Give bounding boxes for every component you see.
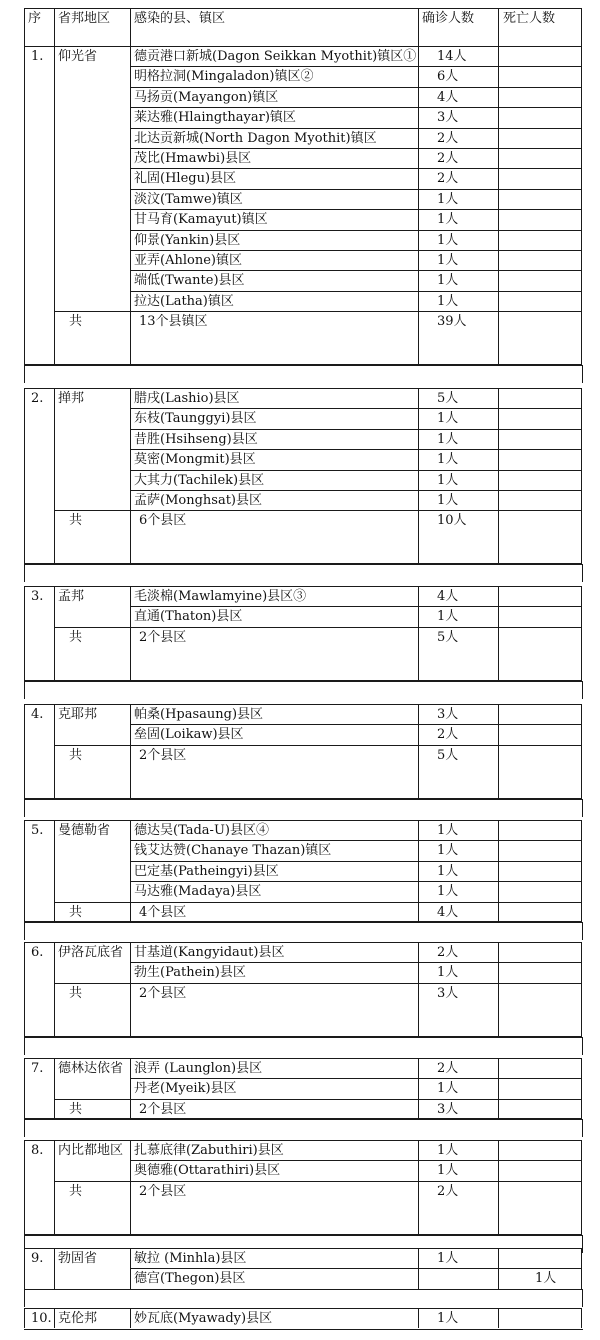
group-separator [24, 1037, 583, 1055]
district-cell: 甘马育(Kamayut)镇区 [130, 209, 418, 229]
index-cell [24, 1268, 54, 1288]
total-deaths-cell [498, 902, 582, 922]
index-cell [24, 230, 54, 250]
deaths-cell [498, 840, 582, 860]
confirmed-cell: 1人 [418, 230, 498, 250]
index-cell [24, 291, 54, 311]
district-cell: 扎慕底律(Zabuthiri)县区 [130, 1140, 418, 1160]
region-cell: 伊洛瓦底省 [54, 942, 130, 962]
total-row [0, 311, 600, 365]
index-cell: 6. [24, 942, 54, 962]
confirmed-cell [418, 1268, 498, 1288]
region-cell: 内比都地区 [54, 1140, 130, 1160]
table-row [0, 704, 600, 724]
table-row [0, 861, 600, 881]
deaths-cell [498, 408, 582, 428]
deaths-cell [498, 490, 582, 510]
deaths-cell [498, 1140, 582, 1160]
total-confirmed-cell: 3人 [418, 1099, 498, 1119]
table-row [0, 148, 600, 168]
total-deaths-cell [498, 627, 582, 681]
district-cell: 茂比(Hmawbi)县区 [130, 148, 418, 168]
district-cell: 腊戌(Lashio)县区 [130, 388, 418, 408]
deaths-cell [498, 1308, 582, 1328]
district-cell: 莫密(Mongmit)县区 [130, 449, 418, 469]
deaths-cell [498, 1160, 582, 1180]
deaths-cell [498, 1248, 582, 1268]
confirmed-cell: 2人 [418, 724, 498, 744]
table-row [0, 1248, 600, 1268]
confirmed-cell: 1人 [418, 840, 498, 860]
index-cell [24, 745, 54, 799]
confirmed-cell: 1人 [418, 1140, 498, 1160]
index-cell [24, 429, 54, 449]
total-label-cell: 共 [54, 1181, 130, 1235]
region-cell [54, 107, 130, 127]
district-cell: 亚弄(Ahlone)镇区 [130, 250, 418, 270]
confirmed-cell: 1人 [418, 1078, 498, 1098]
district-cell: 礼固(Hlegu)县区 [130, 168, 418, 188]
deaths-cell [498, 820, 582, 840]
table-row [0, 449, 600, 469]
district-cell: 妙瓦底(Myawady)县区 [130, 1308, 418, 1328]
table-row [0, 270, 600, 290]
index-cell [24, 1181, 54, 1235]
confirmed-cell: 1人 [418, 490, 498, 510]
table-row [0, 820, 600, 840]
district-cell: 马扬贡(Mayangon)镇区 [130, 87, 418, 107]
total-confirmed-cell: 5人 [418, 627, 498, 681]
header-index: 序 [24, 8, 54, 46]
index-cell: 10. [24, 1308, 54, 1328]
total-deaths-cell [498, 510, 582, 564]
region-cell: 仰光省 [54, 46, 130, 66]
index-cell [24, 168, 54, 188]
deaths-cell [498, 1058, 582, 1078]
region-cell [54, 168, 130, 188]
index-cell [24, 470, 54, 490]
index-cell [24, 250, 54, 270]
index-cell [24, 408, 54, 428]
total-label-cell: 共 [54, 510, 130, 564]
deaths-cell [498, 46, 582, 66]
district-cell: 仰景(Yankin)县区 [130, 230, 418, 250]
deaths-cell [498, 962, 582, 982]
district-cell: 大其力(Tachilek)县区 [130, 470, 418, 490]
header-district: 感染的县、镇区 [130, 8, 418, 46]
table-row [0, 46, 600, 66]
deaths-cell [498, 66, 582, 86]
total-row [0, 510, 600, 564]
confirmed-cell: 4人 [418, 586, 498, 606]
table-row [0, 189, 600, 209]
index-cell [24, 148, 54, 168]
index-cell [24, 1099, 54, 1119]
region-cell [54, 881, 130, 901]
region-cell [54, 1078, 130, 1098]
deaths-cell: 1人 [498, 1268, 582, 1288]
table-row [0, 724, 600, 744]
confirmed-cell: 3人 [418, 107, 498, 127]
region-cell [54, 128, 130, 148]
deaths-cell [498, 168, 582, 188]
index-cell [24, 66, 54, 86]
table-row [0, 230, 600, 250]
confirmed-cell: 1人 [418, 470, 498, 490]
total-row [0, 1181, 600, 1235]
confirmed-cell: 1人 [418, 270, 498, 290]
confirmed-cell: 1人 [418, 861, 498, 881]
index-cell: 8. [24, 1140, 54, 1160]
total-row [0, 983, 600, 1037]
deaths-cell [498, 128, 582, 148]
total-row [0, 1099, 600, 1119]
total-label-cell: 共 [54, 311, 130, 365]
deaths-cell [498, 861, 582, 881]
index-cell [24, 983, 54, 1037]
table-row [0, 429, 600, 449]
index-cell: 7. [24, 1058, 54, 1078]
index-cell [24, 881, 54, 901]
table-header [0, 8, 600, 46]
total-label-cell: 共 [54, 983, 130, 1037]
index-cell [24, 861, 54, 881]
region-cell [54, 66, 130, 86]
confirmed-cell: 1人 [418, 820, 498, 840]
region-cell [54, 87, 130, 107]
index-cell: 2. [24, 388, 54, 408]
index-cell [24, 189, 54, 209]
deaths-cell [498, 209, 582, 229]
region-cell [54, 606, 130, 626]
table-row [0, 490, 600, 510]
table-row [0, 1140, 600, 1160]
region-cell [54, 861, 130, 881]
deaths-cell [498, 250, 582, 270]
region-cell [54, 209, 130, 229]
table-row [0, 66, 600, 86]
group-separator [24, 365, 583, 383]
total-confirmed-cell: 10人 [418, 510, 498, 564]
group-separator [24, 799, 583, 817]
group-separator [24, 1289, 583, 1307]
region-cell [54, 429, 130, 449]
index-cell [24, 1160, 54, 1180]
deaths-cell [498, 724, 582, 744]
region-cell: 孟邦 [54, 586, 130, 606]
district-cell: 垒固(Loikaw)县区 [130, 724, 418, 744]
table-row [0, 408, 600, 428]
index-cell [24, 490, 54, 510]
district-cell: 甘基道(Kangyidaut)县区 [130, 942, 418, 962]
total-deaths-cell [498, 1181, 582, 1235]
confirmed-cell: 1人 [418, 449, 498, 469]
district-cell: 巴定基(Patheingyi)县区 [130, 861, 418, 881]
header-confirmed: 确诊人数 [418, 8, 498, 46]
district-cell: 毛淡棉(Mawlamyine)县区③ [130, 586, 418, 606]
table-row [0, 586, 600, 606]
district-cell: 浪弄 (Launglon)县区 [130, 1058, 418, 1078]
deaths-cell [498, 470, 582, 490]
region-cell: 克耶邦 [54, 704, 130, 724]
confirmed-cell: 14人 [418, 46, 498, 66]
index-cell [24, 902, 54, 922]
district-cell: 淡汶(Tamwe)镇区 [130, 189, 418, 209]
index-cell [24, 962, 54, 982]
total-district-cell: 4个县区 [130, 902, 418, 922]
deaths-cell [498, 388, 582, 408]
region-cell: 克伦邦 [54, 1308, 130, 1328]
deaths-cell [498, 230, 582, 250]
total-row [0, 745, 600, 799]
region-cell [54, 408, 130, 428]
confirmed-cell: 1人 [418, 881, 498, 901]
total-confirmed-cell: 39人 [418, 311, 498, 365]
total-label-cell: 共 [54, 902, 130, 922]
index-cell: 5. [24, 820, 54, 840]
index-cell [24, 87, 54, 107]
confirmed-cell: 5人 [418, 388, 498, 408]
total-district-cell: 2个县区 [130, 1099, 418, 1119]
table-row [0, 209, 600, 229]
confirmed-cell: 1人 [418, 606, 498, 626]
district-cell: 勃生(Pathein)县区 [130, 962, 418, 982]
confirmed-cell: 2人 [418, 168, 498, 188]
region-cell: 德林达依省 [54, 1058, 130, 1078]
index-cell [24, 510, 54, 564]
table-row [0, 388, 600, 408]
confirmed-cell: 1人 [418, 1308, 498, 1328]
confirmed-cell: 6人 [418, 66, 498, 86]
total-label-cell: 共 [54, 745, 130, 799]
deaths-cell [498, 429, 582, 449]
region-cell [54, 189, 130, 209]
index-cell: 9. [24, 1248, 54, 1268]
group-separator [24, 922, 583, 940]
table-row [0, 962, 600, 982]
region-cell [54, 250, 130, 270]
confirmed-cell: 4人 [418, 87, 498, 107]
region-cell: 勃固省 [54, 1248, 130, 1268]
table-row [0, 128, 600, 148]
table-row [0, 942, 600, 962]
table-row [0, 606, 600, 626]
index-cell [24, 311, 54, 365]
index-cell [24, 606, 54, 626]
district-cell: 孟萨(Monghsat)县区 [130, 490, 418, 510]
region-cell: 曼德勒省 [54, 820, 130, 840]
header-region: 省邦地区 [54, 8, 130, 46]
district-cell: 德贡港口新城(Dagon Seikkan Myothit)镇区① [130, 46, 418, 66]
group-separator [24, 681, 583, 699]
index-cell [24, 627, 54, 681]
total-deaths-cell [498, 983, 582, 1037]
deaths-cell [498, 87, 582, 107]
district-cell: 德达吴(Tada-U)县区④ [130, 820, 418, 840]
district-cell: 敏拉 (Minhla)县区 [130, 1248, 418, 1268]
confirmed-cell: 2人 [418, 1058, 498, 1078]
region-cell [54, 840, 130, 860]
deaths-cell [498, 606, 582, 626]
table-row [0, 1308, 600, 1328]
deaths-cell [498, 942, 582, 962]
deaths-cell [498, 107, 582, 127]
total-row [0, 902, 600, 922]
confirmed-cell: 1人 [418, 962, 498, 982]
region-cell [54, 490, 130, 510]
confirmed-cell: 1人 [418, 1160, 498, 1180]
district-cell: 钱艾达赞(Chanaye Thazan)镇区 [130, 840, 418, 860]
district-cell: 拉达(Latha)镇区 [130, 291, 418, 311]
table-row [0, 291, 600, 311]
group-separator [24, 1119, 583, 1137]
confirmed-cell: 1人 [418, 209, 498, 229]
table-bottom-border [24, 1329, 583, 1330]
total-deaths-cell [498, 311, 582, 365]
deaths-cell [498, 1078, 582, 1098]
index-cell: 1. [24, 46, 54, 66]
index-cell [24, 840, 54, 860]
region-cell: 掸邦 [54, 388, 130, 408]
district-cell: 直通(Thaton)县区 [130, 606, 418, 626]
district-cell: 帕桑(Hpasaung)县区 [130, 704, 418, 724]
index-cell: 4. [24, 704, 54, 724]
district-cell: 明格拉洞(Mingaladon)镇区② [130, 66, 418, 86]
region-cell [54, 270, 130, 290]
group-separator [24, 564, 583, 582]
index-cell [24, 449, 54, 469]
district-cell: 端低(Twante)县区 [130, 270, 418, 290]
deaths-cell [498, 704, 582, 724]
region-cell [54, 449, 130, 469]
table-row [0, 1078, 600, 1098]
total-district-cell: 13个县镇区 [130, 311, 418, 365]
table-row [0, 470, 600, 490]
table-row [0, 1268, 600, 1288]
total-district-cell: 2个县区 [130, 1181, 418, 1235]
district-cell: 东枝(Taunggyi)县区 [130, 408, 418, 428]
confirmed-cell: 2人 [418, 942, 498, 962]
total-confirmed-cell: 2人 [418, 1181, 498, 1235]
region-cell [54, 1160, 130, 1180]
district-cell: 北达贡新城(North Dagon Myothit)镇区 [130, 128, 418, 148]
district-cell: 德宫(Thegon)县区 [130, 1268, 418, 1288]
region-cell [54, 291, 130, 311]
region-cell [54, 724, 130, 744]
confirmed-cell: 1人 [418, 250, 498, 270]
table-row [0, 107, 600, 127]
index-cell [24, 209, 54, 229]
region-cell [54, 470, 130, 490]
deaths-cell [498, 291, 582, 311]
index-cell [24, 128, 54, 148]
confirmed-cell: 1人 [418, 429, 498, 449]
header-deaths: 死亡人数 [498, 8, 582, 46]
total-confirmed-cell: 5人 [418, 745, 498, 799]
total-label-cell: 共 [54, 627, 130, 681]
total-district-cell: 6个县区 [130, 510, 418, 564]
table-row [0, 250, 600, 270]
district-cell: 马达雅(Madaya)县区 [130, 881, 418, 901]
table-row [0, 168, 600, 188]
table-row [0, 881, 600, 901]
confirmed-cell: 1人 [418, 291, 498, 311]
region-cell [54, 1268, 130, 1288]
index-cell [24, 107, 54, 127]
deaths-cell [498, 189, 582, 209]
index-cell [24, 270, 54, 290]
total-confirmed-cell: 3人 [418, 983, 498, 1037]
total-row [0, 627, 600, 681]
district-cell: 莱达雅(Hlaingthayar)镇区 [130, 107, 418, 127]
table-row [0, 1160, 600, 1180]
index-cell [24, 1078, 54, 1098]
district-cell: 丹老(Myeik)县区 [130, 1078, 418, 1098]
district-cell: 昔胜(Hsihseng)县区 [130, 429, 418, 449]
deaths-cell [498, 270, 582, 290]
total-district-cell: 2个县区 [130, 983, 418, 1037]
total-label-cell: 共 [54, 1099, 130, 1119]
index-cell: 3. [24, 586, 54, 606]
index-cell [24, 724, 54, 744]
deaths-cell [498, 586, 582, 606]
confirmed-cell: 1人 [418, 408, 498, 428]
confirmed-cell: 3人 [418, 704, 498, 724]
table-row [0, 1058, 600, 1078]
confirmed-cell: 1人 [418, 189, 498, 209]
table-row [0, 840, 600, 860]
total-district-cell: 2个县区 [130, 745, 418, 799]
confirmed-cell: 2人 [418, 128, 498, 148]
region-cell [54, 148, 130, 168]
total-deaths-cell [498, 745, 582, 799]
district-cell: 奥德雅(Ottarathiri)县区 [130, 1160, 418, 1180]
region-cell [54, 962, 130, 982]
confirmed-cell: 2人 [418, 148, 498, 168]
deaths-cell [498, 881, 582, 901]
region-cell [54, 230, 130, 250]
deaths-cell [498, 449, 582, 469]
total-confirmed-cell: 4人 [418, 902, 498, 922]
table-row [0, 87, 600, 107]
total-district-cell: 2个县区 [130, 627, 418, 681]
confirmed-cell: 1人 [418, 1248, 498, 1268]
deaths-cell [498, 148, 582, 168]
total-deaths-cell [498, 1099, 582, 1119]
